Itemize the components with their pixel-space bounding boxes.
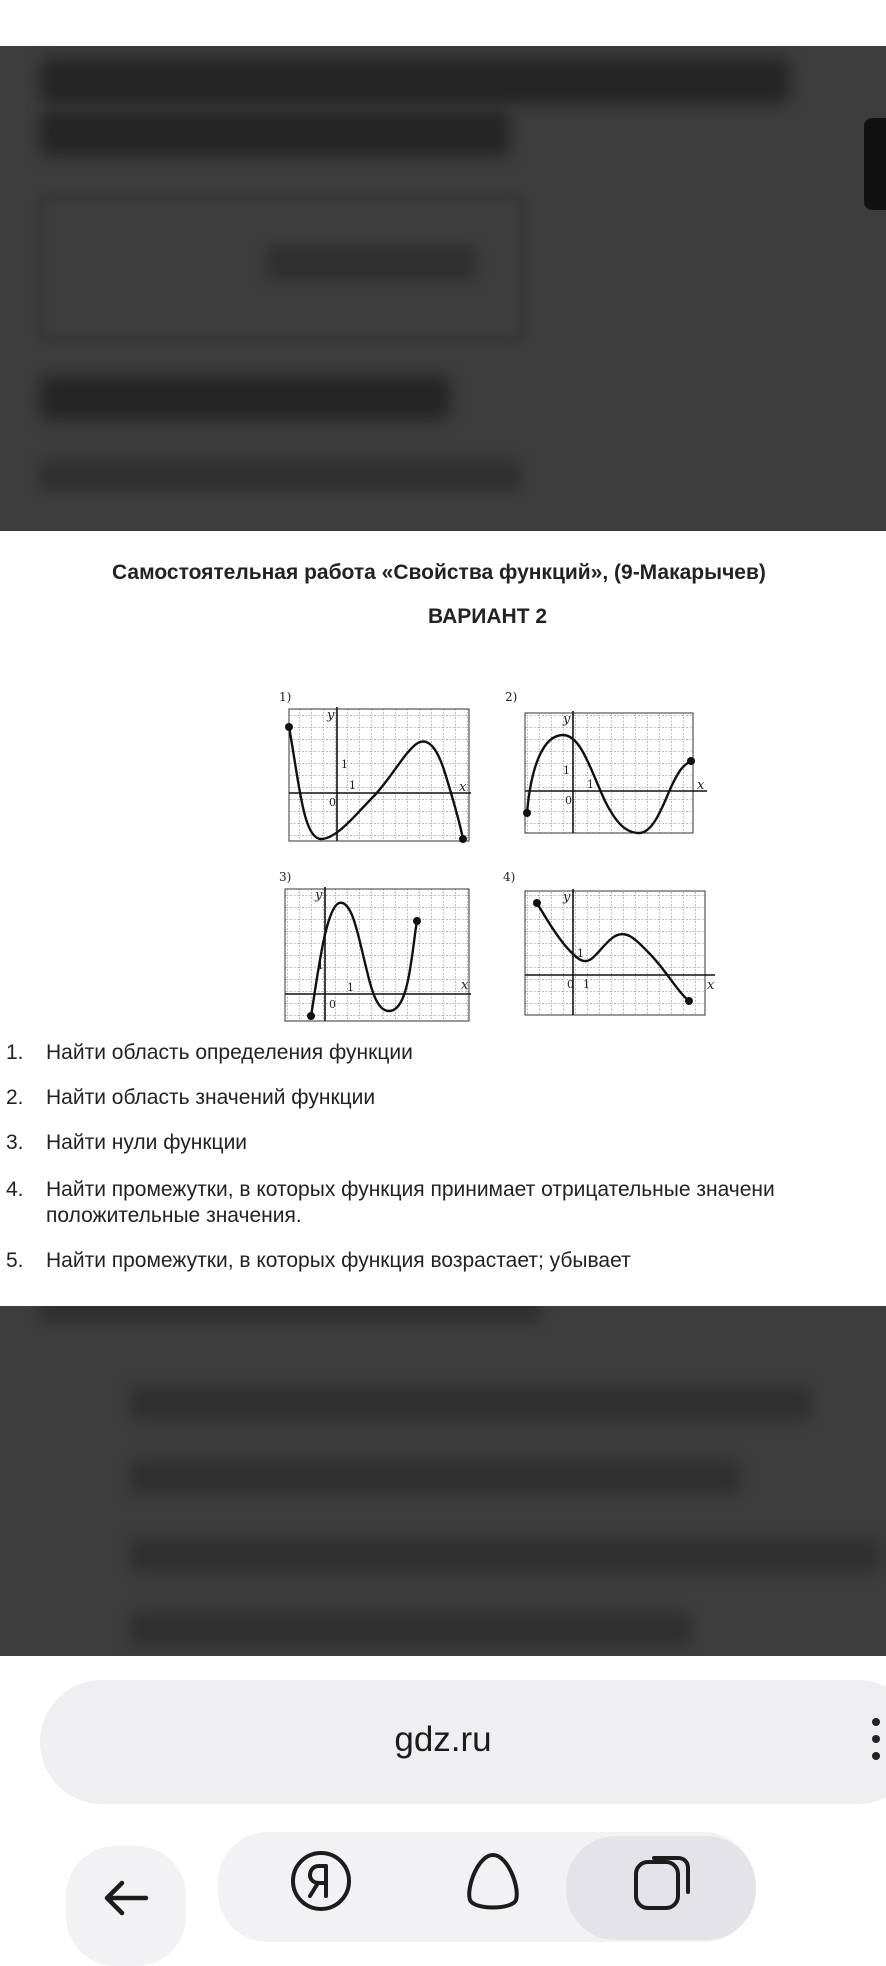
graph-4-x-label: x [707,978,715,993]
graph-3-origin: 0 [329,998,336,1011]
menu-dots-icon[interactable] [872,1718,882,1764]
graph-1-end-point [459,835,467,843]
back-button[interactable] [66,1846,186,1966]
side-panel-tab[interactable] [864,118,886,210]
task-text: Найти область определения функции [46,1041,413,1064]
graph-1-unit-x: 1 [349,779,356,792]
graph-2-unit-y: 1 [563,764,570,777]
tabs-icon [628,1852,694,1918]
graph-1-start-point [285,723,293,731]
task-text: Найти нули функции [46,1131,248,1154]
blurred-text [40,460,520,490]
graph-2-unit-x: 1 [587,778,594,791]
graph-1-y-label: y [327,708,335,723]
graph-3-start-point [307,1012,315,1020]
task-text-continuation: положительные значения. [46,1204,302,1227]
graph-1-label: 1) [279,691,292,704]
graph-4-unit-y: 1 [577,947,584,960]
graph-3-end-point [413,917,421,925]
graph-1 [279,691,471,843]
graph-1-origin: 0 [329,796,336,809]
graph-4-unit-x: 1 [583,978,590,991]
graph-2 [505,691,707,833]
blurred-list-line [130,1460,740,1494]
back-arrow-icon [98,1870,154,1926]
alice-icon[interactable] [460,1848,526,1914]
graph-4-grid [525,891,705,1015]
graph-3 [279,870,471,1021]
task-text: Найти промежутки, в которых функция принимает отрицательные значени [46,1178,775,1201]
graph-3-x-label: x [461,978,469,993]
graph-4-end-point [685,997,693,1005]
graph-3-unit-x: 1 [347,981,354,994]
browser-nav-bar [0,1832,886,1920]
graph-2-start-point [523,809,531,817]
blurred-list-line [130,1386,810,1420]
task-text: Найти промежутки, в которых функция возрастает; убывает [46,1249,631,1272]
blurred-heading [40,58,790,104]
task-number: 1. [6,1041,24,1064]
graph-2-origin: 0 [565,794,572,807]
blurred-list-line [130,1612,690,1646]
graph-1-unit-y: 1 [341,758,348,771]
function-graphs [275,691,735,1031]
blurred-subheading [40,376,450,420]
graph-2-end-point [687,757,695,765]
graph-3-label: 3) [279,870,292,884]
worksheet-title: Самостоятельная работа «Свойства функций», (9-Макарычев) [112,561,766,584]
task-number: 2. [6,1086,24,1109]
yandex-icon[interactable] [288,1848,354,1914]
graph-4-label: 4) [503,870,516,884]
task-text: Найти область значений функции [46,1086,376,1109]
address-bar-url[interactable]: gdz.ru [394,1720,492,1759]
graph-4-origin: 0 [567,978,574,991]
graph-4-y-label: y [563,890,571,905]
blurred-option-text [266,246,476,280]
blurred-heading-line2 [40,110,510,156]
graph-2-grid [525,713,693,833]
graph-3-y-label: y [315,888,323,903]
graph-2-y-label: y [563,712,571,727]
worksheet-variant: ВАРИАНТ 2 [428,605,548,628]
status-bar [0,0,886,46]
graph-4 [503,870,715,1015]
blurred-list-line [130,1538,880,1572]
graph-2-x-label: x [697,778,705,793]
task-number: 4. [6,1178,24,1201]
graph-2-label: 2) [505,691,518,704]
graph-1-grid [289,709,469,841]
graph-1-x-label: x [459,780,467,795]
graph-3-unit-y: 1 [317,959,324,972]
browser-bottom-bar [0,1656,886,1920]
task-number: 5. [6,1249,24,1272]
graph-4-start-point [533,899,541,907]
task-number: 3. [6,1131,24,1154]
tabs-button[interactable] [566,1836,756,1940]
worksheet-image [0,531,886,1306]
